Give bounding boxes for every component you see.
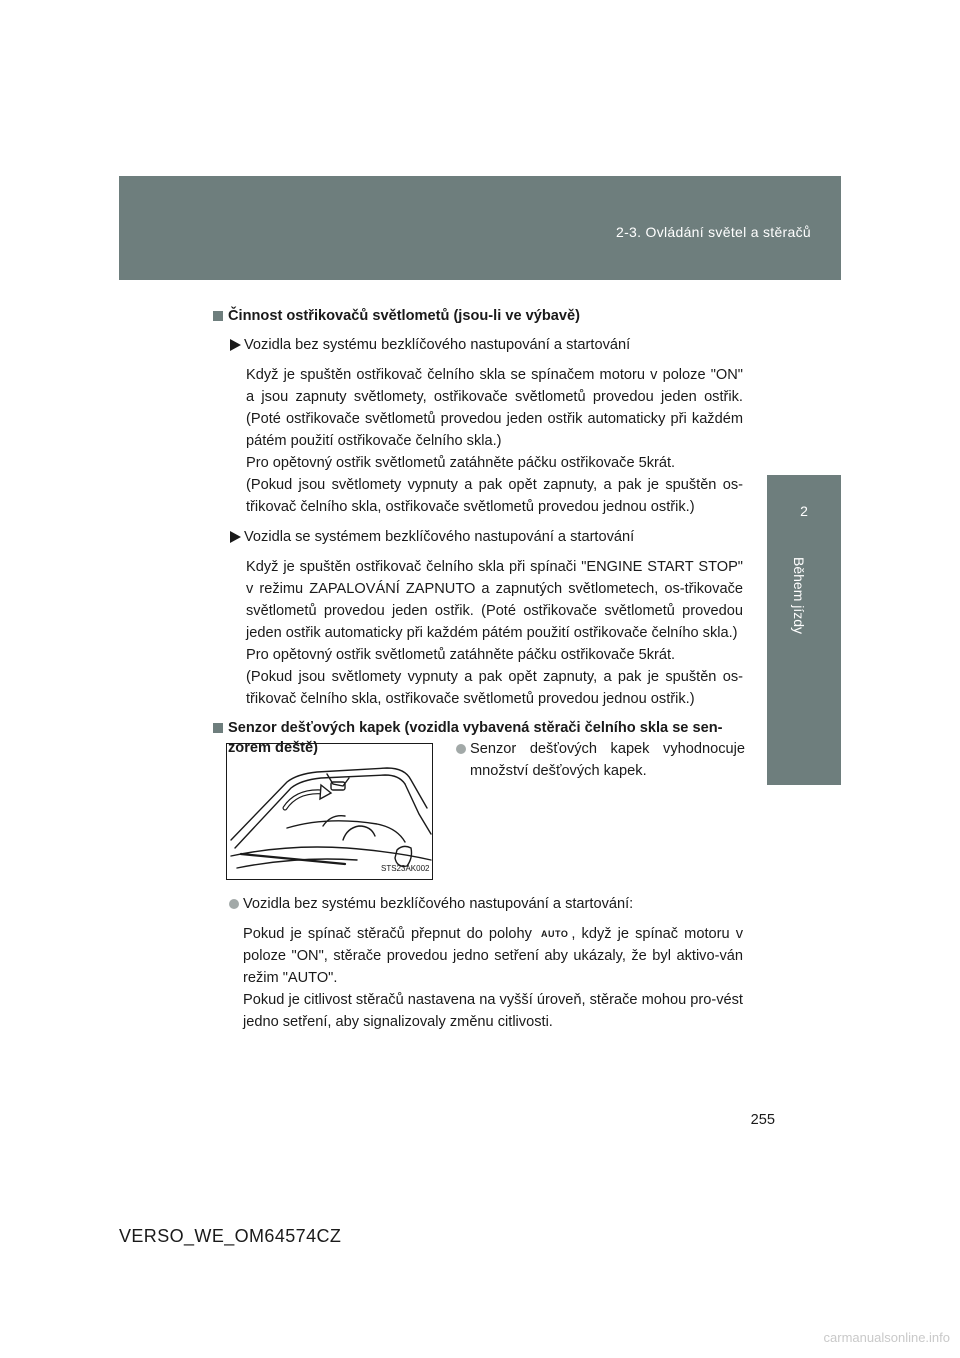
section-title: 2-3. Ovládání světel a stěračů bbox=[616, 224, 811, 240]
subheading-text: Vozidla se systémem bezklíčového nastupování a startování bbox=[244, 529, 635, 545]
heading-text: Činnost ostřikovačů světlometů (jsou-li ve výbavě) bbox=[228, 308, 580, 324]
page-number: 255 bbox=[750, 1112, 775, 1128]
square-bullet-icon bbox=[213, 311, 223, 321]
main-content bbox=[213, 306, 743, 758]
figure-caption bbox=[455, 738, 745, 782]
paragraph-text: Pro opětovný ostřik světlometů zatáhněte páčku ostřikovače 5krát. bbox=[246, 455, 676, 471]
paragraph-text: Pokud je citlivost stěračů nastavena na vyšší úroveň, stěrače mohou pro-vést jedno setření, aby signalizovaly změnu citlivosti. bbox=[243, 992, 743, 1030]
paragraph-auto-mode bbox=[228, 923, 743, 1033]
paragraph-text-end: , když je spínač motoru v poloze "ON", stěrače provedou jedno setření aby ukázaly, že byl aktivo-ván režim "AUTO". bbox=[243, 926, 743, 986]
paragraph-keyless bbox=[213, 556, 743, 710]
auto-mode-icon: AUTO bbox=[541, 929, 569, 939]
chapter-side-tab bbox=[767, 475, 841, 785]
paragraph-text bbox=[243, 923, 743, 989]
rain-sensor-illustration bbox=[226, 743, 433, 880]
bullet-item bbox=[455, 738, 745, 782]
paragraph-text: Když je spuštěn ostřikovač čelního skla při spínači "ENGINE START STOP" v režimu ZAPALOVÁNÍ ZAPNUTO a zapnutých světlometech, os-třikovače světlometů provedou jeden ostřik. (Poté ostřikovače světlometů provedou jeden ostřik automaticky při každém pátém použití ostřikovače čelního skla.) bbox=[246, 559, 743, 641]
paragraph-text: (Pokud jsou světlomety vypnuty a pak opět zapnuty, a pak je spuštěn os-třikovač čelního skla, ostřikovače světlometů provedou jednou ostřik.) bbox=[246, 477, 743, 515]
paragraph-text: (Pokud jsou světlomety vypnuty a pak opět zapnuty, a pak je spuštěn os-třikovač čelního skla, ostřikovače světlometů provedou jednou ostřik.) bbox=[246, 669, 743, 707]
subheading-no-keyless bbox=[213, 335, 743, 355]
triangle-pointer-icon bbox=[230, 339, 241, 351]
rain-sensor-notes bbox=[228, 893, 743, 1033]
bullet-item bbox=[228, 893, 743, 915]
watermark: carmanualsonline.info bbox=[823, 1330, 950, 1345]
chapter-label: Během jízdy bbox=[791, 557, 807, 635]
section-heading-headlight-cleaners bbox=[213, 306, 743, 326]
windshield-drawing bbox=[227, 744, 432, 879]
chapter-number: 2 bbox=[800, 503, 808, 519]
heading-text: Senzor dešťových kapek (vozidla vybavená stěrači čelního skla se sen-zorem deště) bbox=[228, 720, 723, 756]
chapter-header-band bbox=[119, 176, 841, 280]
paragraph-text-start: Pokud je spínač stěračů přepnut do polohy bbox=[243, 926, 532, 942]
bullet-text: Vozidla bez systému bezklíčového nastupování a startování: bbox=[243, 896, 634, 912]
square-bullet-icon bbox=[213, 723, 223, 733]
bullet-text: Senzor dešťových kapek vyhodnocuje množství dešťových kapek. bbox=[470, 741, 745, 779]
paragraph-text: Pro opětovný ostřik světlometů zatáhněte páčku ostřikovače 5krát. bbox=[246, 647, 676, 663]
figure-code: STS23AK002 bbox=[381, 864, 430, 873]
subheading-keyless bbox=[213, 527, 743, 547]
triangle-pointer-icon bbox=[230, 531, 241, 543]
round-bullet-icon bbox=[456, 744, 466, 754]
document-code: VERSO_WE_OM64574CZ bbox=[119, 1226, 342, 1246]
subheading-text: Vozidla bez systému bezklíčového nastupování a startování bbox=[244, 337, 631, 353]
paragraph-text: Když je spuštěn ostřikovač čelního skla se spínačem motoru v poloze "ON" a jsou zapnuty světlomety, ostřikovače světlometů provedou jeden ostřik. (Poté ostřikovače světlometů provedou jeden ostřik automaticky při každém pátém použití ostřikovače čelního skla.) bbox=[246, 367, 743, 449]
round-bullet-icon bbox=[229, 899, 239, 909]
paragraph-no-keyless bbox=[213, 364, 743, 518]
